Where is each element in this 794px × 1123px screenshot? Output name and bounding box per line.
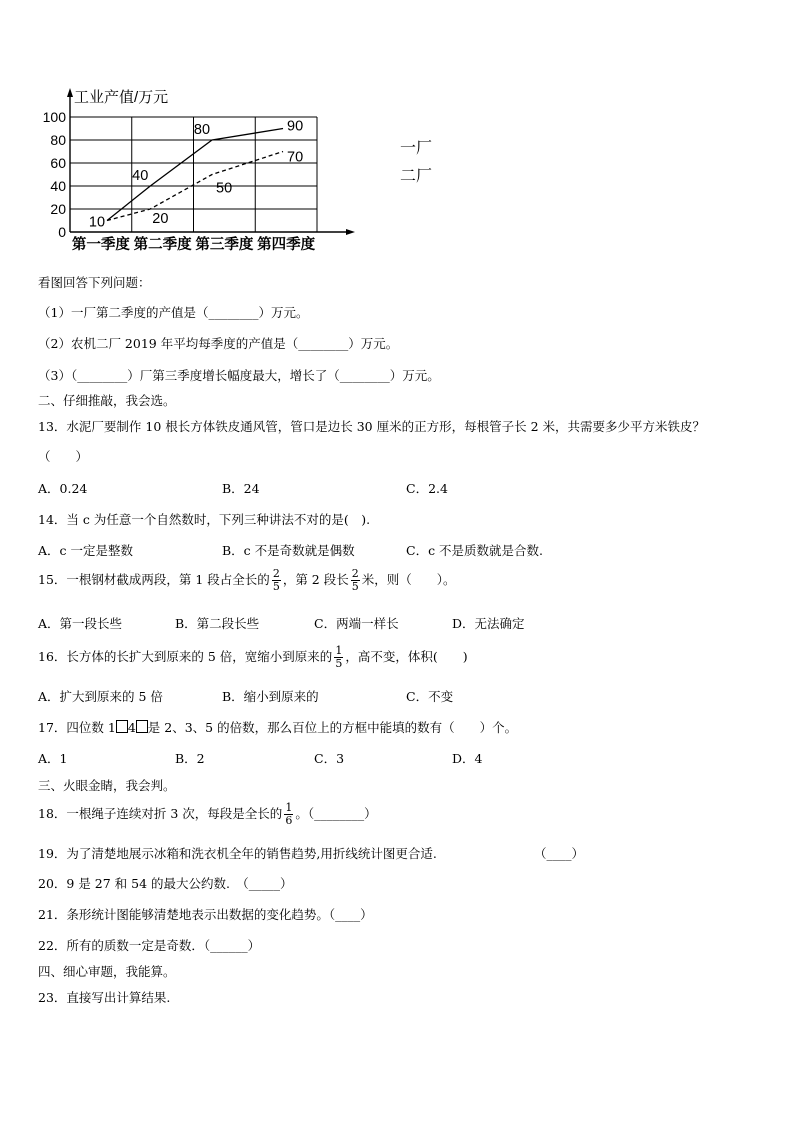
y-axis-label: 工业产值/万元: [74, 89, 169, 106]
question-2: （2）农机二厂 2019 年平均每季度的产值是（________）万元。: [38, 336, 399, 351]
line-chart: [30, 80, 470, 260]
question-16: [38, 645, 468, 670]
data-label: 20: [152, 211, 169, 227]
q13-option-b: B．24: [222, 481, 260, 496]
x-category-label: 第三季度: [195, 237, 254, 253]
q17-text-start: 17．四位数 1: [38, 720, 116, 735]
question-20: 20．9 是 27 和 54 的最大公约数. （_____）: [38, 876, 293, 891]
data-label: 70: [287, 149, 304, 166]
fraction-numerator: 2: [351, 567, 359, 580]
question-17: [38, 718, 517, 736]
q17-option-a: A．1: [38, 751, 68, 766]
y-tick-label: 60: [50, 155, 66, 171]
question-3: （3）（________）厂第三季度增长幅度最大，增长了（________）万元。: [38, 368, 440, 383]
q16-text-end: ，高不变，体积( ): [345, 649, 468, 664]
fraction-one-sixth: [284, 802, 293, 827]
question-19: 19．为了清楚地展示冰箱和洗衣机全年的销售趋势,用折线统计图更合适.: [38, 846, 437, 861]
q18-text-start: 18．一根绳子连续对折 3 次，每段是全长的: [38, 806, 283, 821]
fraction-denominator: 5: [351, 580, 359, 593]
question-13: 13．水泥厂要制作 10 根长方体铁皮通风管，管口是边长 30 厘米的正方形，每根管子长 2 米，共需要多少平方米铁皮？: [38, 419, 706, 434]
question-18: [38, 802, 377, 827]
data-label: 80: [193, 122, 211, 138]
fraction-denominator: 6: [285, 814, 293, 827]
question-13-blank: （ ）: [38, 449, 89, 464]
q14-option-a: A．c 一定是整数: [38, 543, 134, 558]
q17-text-digit: 4: [127, 720, 136, 735]
q17-option-d: D．4: [452, 751, 483, 766]
q16-option-c: C．不变: [406, 689, 454, 704]
data-label: 40: [132, 168, 149, 184]
question-22: 22．所有的质数一定是奇数．（______）: [38, 938, 261, 953]
q14-option-b: B．c 不是奇数就是偶数: [222, 543, 355, 558]
question-1: （1）一厂第二季度的产值是（________）万元。: [38, 305, 309, 320]
section-3-heading: 三、火眼金睛，我会判。: [38, 778, 176, 793]
q15-option-a: A．第一段长些: [38, 616, 123, 631]
data-label: 90: [287, 118, 304, 135]
y-tick-label: 100: [42, 109, 66, 125]
fraction-numerator: 2: [272, 567, 280, 580]
y-tick-label: 80: [50, 132, 66, 148]
digit-box: [116, 720, 128, 733]
y-tick-label: 20: [50, 201, 66, 217]
q16-text-start: 16．长方体的长扩大到原来的 5 倍，宽缩小到原来的: [38, 649, 333, 664]
q15-option-c: C．两端一样长: [314, 616, 399, 631]
q15-option-b: B．第二段长些: [175, 616, 260, 631]
q18-text-end: 。（________）: [295, 806, 377, 821]
q16-option-b: B．缩小到原来的: [222, 689, 319, 704]
q19-answer-blank: （____）: [534, 846, 585, 861]
x-category-label: 第一季度: [71, 237, 130, 253]
section-4-heading: 四、细心审题，我能算。: [38, 964, 176, 979]
q17-option-c: C．3: [314, 751, 345, 766]
q14-option-c: C．c 不是质数就是合数.: [406, 543, 544, 558]
data-label: 50: [216, 180, 233, 197]
q15-text-mid: ，第 2 段长: [282, 572, 349, 587]
fraction-two-fifths: [351, 568, 360, 593]
question-21: 21．条形统计图能够清楚地表示出数据的变化趋势。（____）: [38, 907, 373, 922]
y-axis-arrow-icon: [67, 88, 73, 97]
fraction-numerator: 1: [335, 644, 343, 657]
x-category-label: 第二季度: [133, 237, 192, 253]
q13-option-a: A．0.24: [38, 481, 88, 496]
fraction-two-fifths: [272, 568, 281, 593]
fraction-denominator: 5: [272, 580, 280, 593]
fraction-numerator: 1: [285, 801, 293, 814]
q17-option-b: B．2: [175, 751, 205, 766]
question-14: 14．当 c 为任意一个自然数时，下列三种讲法不对的是( ).: [38, 512, 371, 527]
digit-box: [136, 720, 148, 733]
section-2-heading: 二、仔细推敲，我会选。: [38, 393, 176, 408]
q15-option-d: D．无法确定: [452, 616, 525, 631]
fraction-denominator: 5: [335, 657, 343, 670]
fraction-one-fifth: [334, 645, 343, 670]
y-tick-label: 0: [58, 224, 66, 240]
q13-option-c: C．2.4: [406, 481, 448, 496]
question-intro: 看图回答下列问题：: [38, 275, 151, 290]
q15-text-end: 米，则（ ）。: [361, 572, 456, 587]
data-label: 10: [88, 214, 106, 231]
q16-option-a: A．扩大到原来的 5 倍: [38, 689, 163, 704]
q15-text-start: 15．一根钢材截成两段，第 1 段占全长的: [38, 572, 270, 587]
y-tick-label: 40: [50, 178, 66, 194]
question-15: [38, 568, 455, 593]
q17-text-end: 是 2、3、5 的倍数，那么百位上的方框中能填的数有（ ）个。: [147, 720, 518, 735]
legend-label: 二厂: [400, 168, 433, 185]
x-axis-arrow-icon: [346, 229, 355, 235]
question-23: 23．直接写出计算结果.: [38, 990, 171, 1005]
legend-label: 一厂: [400, 140, 433, 157]
x-category-label: 第四季度: [257, 237, 316, 253]
